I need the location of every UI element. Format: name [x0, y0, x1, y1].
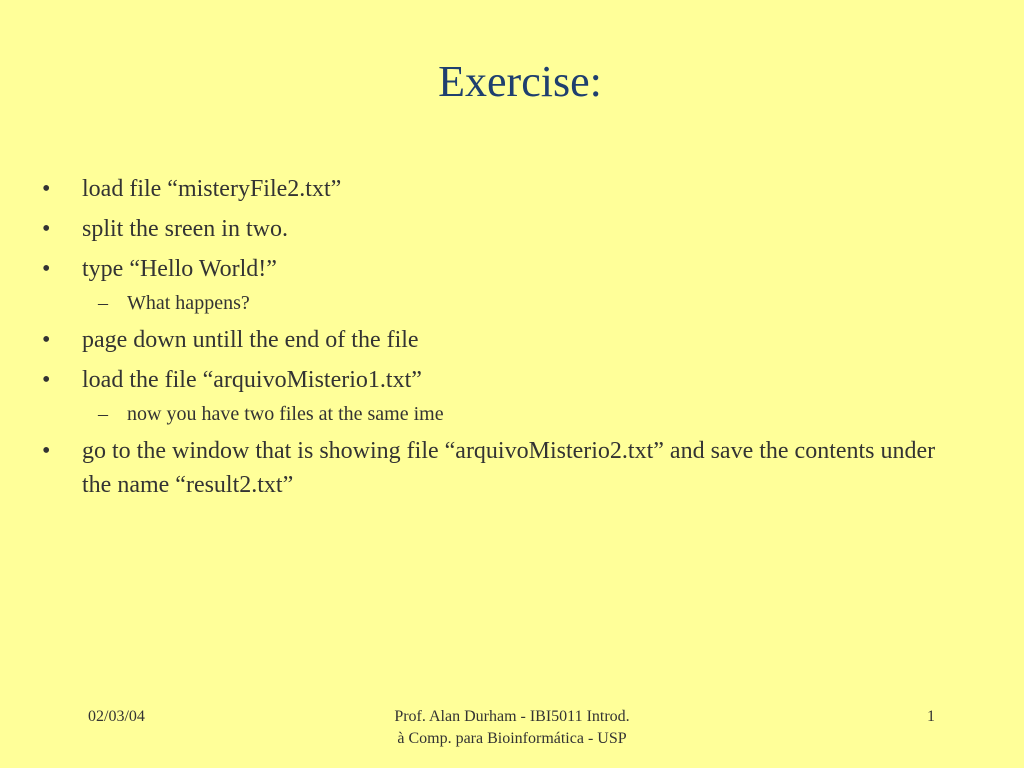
sub-bullet-marker: – — [98, 292, 108, 314]
sub-bullet-item — [0, 289, 1024, 317]
bullet-text: page down untill the end of the file — [82, 327, 419, 353]
bullet-text: load file “misteryFile2.txt” — [82, 176, 342, 202]
sub-bullet-marker: – — [98, 403, 108, 425]
bullet-marker: • — [42, 327, 51, 353]
sub-bullet-text: What happens? — [127, 292, 250, 314]
bullet-item — [0, 172, 1024, 206]
bullet-item — [0, 434, 1024, 502]
bullet-list — [0, 172, 1024, 508]
sub-bullet-item — [0, 400, 1024, 428]
bullet-marker: • — [42, 438, 51, 464]
footer-credit-line: Prof. Alan Durham - IBI5011 Introd. — [394, 708, 630, 725]
footer-credit — [312, 706, 712, 750]
slide-title: Exercise: — [438, 57, 602, 106]
bullet-text: go to the window that is showing file “arquivoMisterio2.txt” and save the contents under the name “result2.txt” — [82, 438, 936, 498]
bullet-item — [0, 323, 1024, 357]
bullet-marker: • — [42, 176, 51, 202]
bullet-item — [0, 363, 1024, 397]
bullet-marker: • — [42, 216, 51, 242]
bullet-item — [0, 252, 1024, 286]
bullet-item — [0, 212, 1024, 246]
bullet-marker: • — [42, 256, 51, 282]
bullet-text: load the file “arquivoMisterio1.txt” — [82, 367, 422, 393]
footer-credit-line: à Comp. para Bioinformática - USP — [397, 730, 627, 747]
bullet-text: type “Hello World!” — [82, 256, 277, 282]
bullet-marker: • — [42, 367, 51, 393]
bullet-text: split the sreen in two. — [82, 216, 288, 242]
footer-date: 02/03/04 — [88, 708, 145, 725]
page-number: 1 — [927, 708, 935, 725]
sub-bullet-text: now you have two files at the same ime — [127, 403, 444, 425]
